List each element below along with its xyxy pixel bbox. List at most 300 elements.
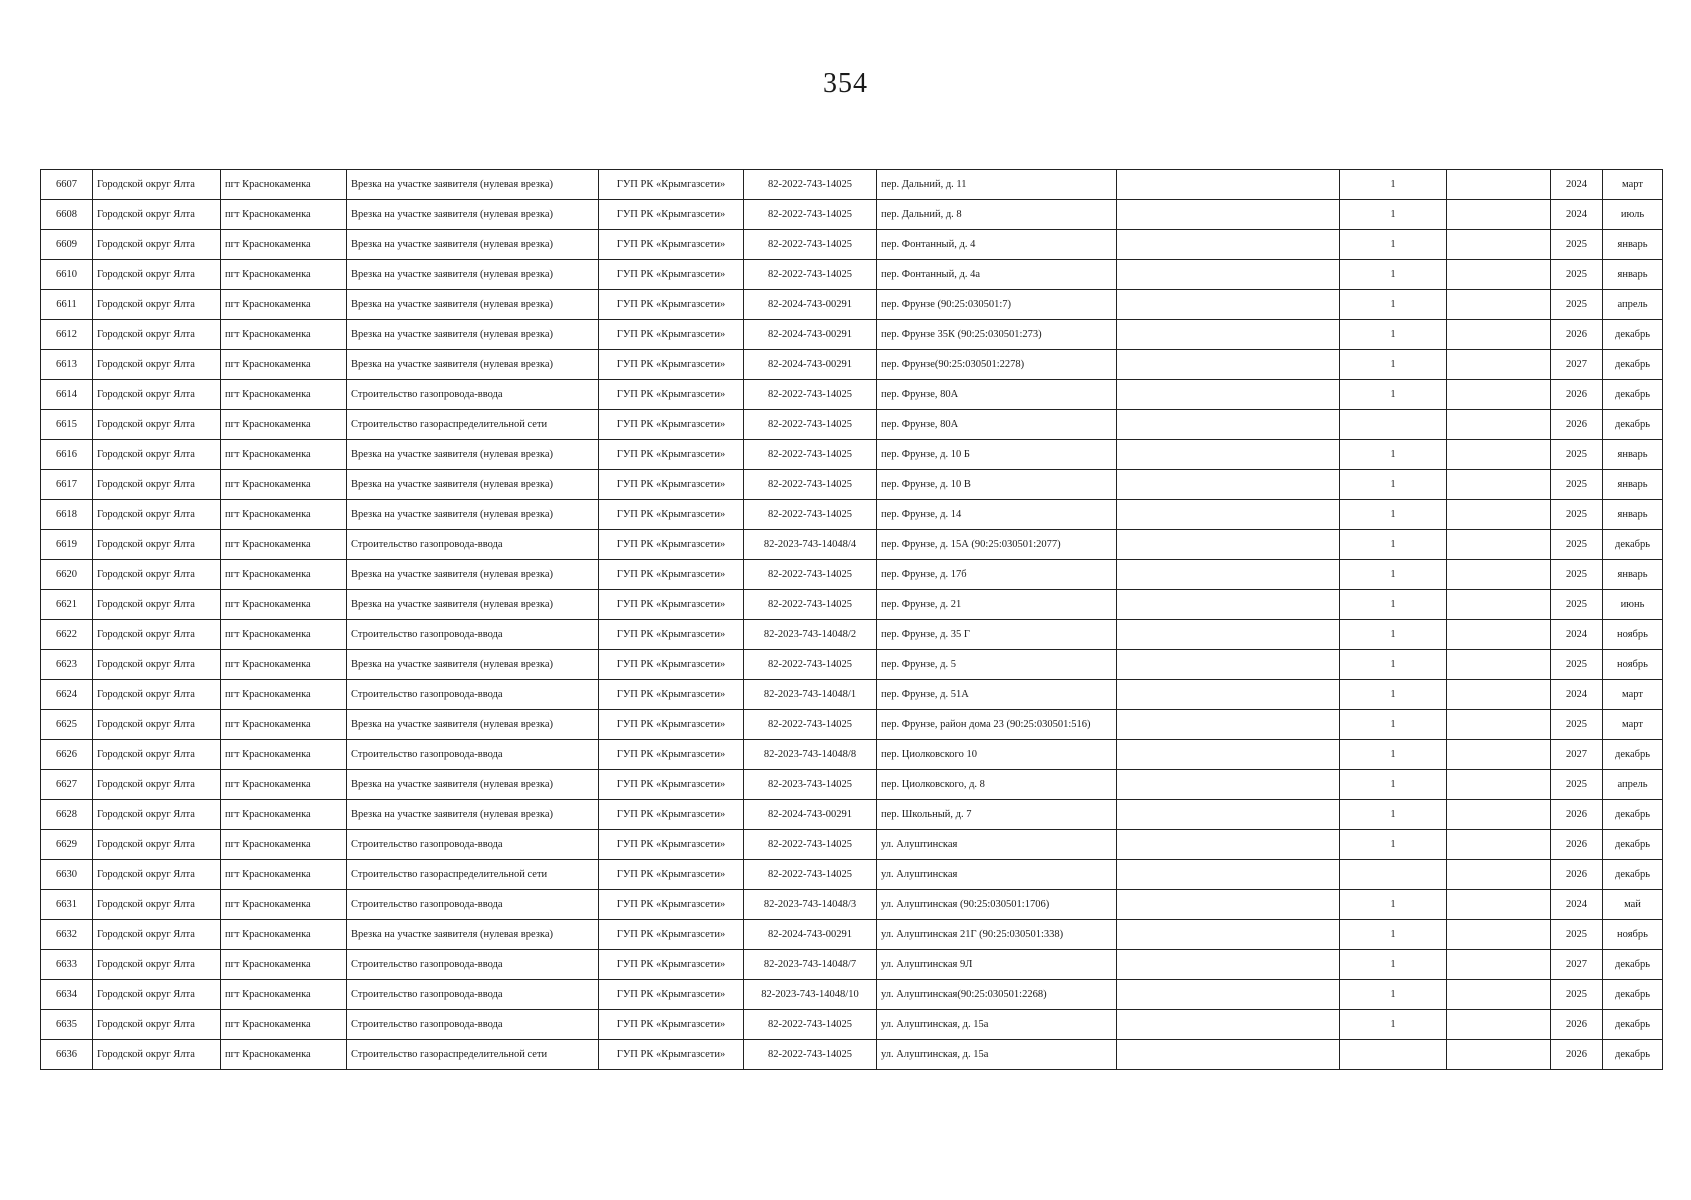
table-row — [41, 650, 1663, 680]
row-number: 6612 — [41, 320, 93, 350]
table-row — [41, 170, 1663, 200]
project-number-cell: 82-2022-743-14025 — [744, 410, 877, 440]
work-type-cell: Строительство газопровода-ввода — [347, 830, 599, 860]
month-cell: январь — [1603, 500, 1663, 530]
municipality-cell: Городской округ Ялта — [93, 650, 221, 680]
work-type-cell: Врезка на участке заявителя (нулевая врезка) — [347, 350, 599, 380]
empty-cell — [1117, 950, 1340, 980]
work-type-cell: Строительство газораспределительной сети — [347, 410, 599, 440]
project-number-cell: 82-2023-743-14048/8 — [744, 740, 877, 770]
table-row — [41, 1010, 1663, 1040]
quantity-cell: 1 — [1340, 890, 1447, 920]
empty-cell — [1447, 350, 1551, 380]
month-cell: ноябрь — [1603, 920, 1663, 950]
year-cell: 2025 — [1551, 290, 1603, 320]
row-number: 6630 — [41, 860, 93, 890]
year-cell: 2026 — [1551, 860, 1603, 890]
work-type-cell: Врезка на участке заявителя (нулевая врезка) — [347, 920, 599, 950]
month-cell: декабрь — [1603, 1040, 1663, 1070]
month-cell: январь — [1603, 560, 1663, 590]
municipality-cell: Городской округ Ялта — [93, 890, 221, 920]
project-number-cell: 82-2022-743-14025 — [744, 200, 877, 230]
quantity-cell: 1 — [1340, 530, 1447, 560]
municipality-cell: Городской округ Ялта — [93, 560, 221, 590]
quantity-cell: 1 — [1340, 830, 1447, 860]
organization-cell: ГУП РК «Крымгазсети» — [599, 860, 744, 890]
quantity-cell: 1 — [1340, 230, 1447, 260]
month-cell: декабрь — [1603, 830, 1663, 860]
row-number: 6621 — [41, 590, 93, 620]
month-cell: декабрь — [1603, 800, 1663, 830]
empty-cell — [1447, 650, 1551, 680]
organization-cell: ГУП РК «Крымгазсети» — [599, 1040, 744, 1070]
month-cell: январь — [1603, 470, 1663, 500]
organization-cell: ГУП РК «Крымгазсети» — [599, 380, 744, 410]
table-row — [41, 950, 1663, 980]
work-type-cell: Строительство газопровода-ввода — [347, 740, 599, 770]
project-number-cell: 82-2022-743-14025 — [744, 1010, 877, 1040]
address-cell: пер. Фрунзе, д. 35 Г — [877, 620, 1117, 650]
organization-cell: ГУП РК «Крымгазсети» — [599, 890, 744, 920]
organization-cell: ГУП РК «Крымгазсети» — [599, 620, 744, 650]
quantity-cell: 1 — [1340, 710, 1447, 740]
empty-cell — [1117, 530, 1340, 560]
organization-cell: ГУП РК «Крымгазсети» — [599, 830, 744, 860]
address-cell: пер. Фрунзе, д. 5 — [877, 650, 1117, 680]
organization-cell: ГУП РК «Крымгазсети» — [599, 980, 744, 1010]
address-cell: пер. Циолковского, д. 8 — [877, 770, 1117, 800]
empty-cell — [1447, 560, 1551, 590]
empty-cell — [1117, 290, 1340, 320]
address-cell: пер. Фрунзе, район дома 23 (90:25:030501:516) — [877, 710, 1117, 740]
table-row — [41, 290, 1663, 320]
row-number: 6632 — [41, 920, 93, 950]
address-cell: ул. Алуштинская — [877, 860, 1117, 890]
empty-cell — [1447, 230, 1551, 260]
project-number-cell: 82-2022-743-14025 — [744, 380, 877, 410]
empty-cell — [1117, 980, 1340, 1010]
quantity-cell: 1 — [1340, 440, 1447, 470]
row-number: 6626 — [41, 740, 93, 770]
organization-cell: ГУП РК «Крымгазсети» — [599, 590, 744, 620]
organization-cell: ГУП РК «Крымгазсети» — [599, 230, 744, 260]
row-number: 6618 — [41, 500, 93, 530]
municipality-cell: Городской округ Ялта — [93, 230, 221, 260]
project-number-cell: 82-2023-743-14048/4 — [744, 530, 877, 560]
organization-cell: ГУП РК «Крымгазсети» — [599, 410, 744, 440]
settlement-cell: пгт Краснокаменка — [221, 980, 347, 1010]
organization-cell: ГУП РК «Крымгазсети» — [599, 680, 744, 710]
organization-cell: ГУП РК «Крымгазсети» — [599, 320, 744, 350]
project-number-cell: 82-2024-743-00291 — [744, 290, 877, 320]
quantity-cell: 1 — [1340, 260, 1447, 290]
work-type-cell: Врезка на участке заявителя (нулевая врезка) — [347, 290, 599, 320]
empty-cell — [1117, 350, 1340, 380]
quantity-cell: 1 — [1340, 740, 1447, 770]
work-type-cell: Врезка на участке заявителя (нулевая врезка) — [347, 560, 599, 590]
address-cell: пер. Дальний, д. 8 — [877, 200, 1117, 230]
table-row — [41, 1040, 1663, 1070]
empty-cell — [1117, 440, 1340, 470]
year-cell: 2025 — [1551, 500, 1603, 530]
year-cell: 2024 — [1551, 680, 1603, 710]
address-cell: пер. Фрунзе, д. 14 — [877, 500, 1117, 530]
municipality-cell: Городской округ Ялта — [93, 170, 221, 200]
row-number: 6636 — [41, 1040, 93, 1070]
quantity-cell: 1 — [1340, 620, 1447, 650]
settlement-cell: пгт Краснокаменка — [221, 560, 347, 590]
empty-cell — [1117, 230, 1340, 260]
municipality-cell: Городской округ Ялта — [93, 920, 221, 950]
month-cell: апрель — [1603, 290, 1663, 320]
table-row — [41, 860, 1663, 890]
project-number-cell: 82-2022-743-14025 — [744, 860, 877, 890]
municipality-cell: Городской округ Ялта — [93, 410, 221, 440]
quantity-cell: 1 — [1340, 650, 1447, 680]
settlement-cell: пгт Краснокаменка — [221, 200, 347, 230]
table-row — [41, 920, 1663, 950]
row-number: 6609 — [41, 230, 93, 260]
project-number-cell: 82-2023-743-14048/7 — [744, 950, 877, 980]
table-row — [41, 680, 1663, 710]
empty-cell — [1447, 1040, 1551, 1070]
year-cell: 2025 — [1551, 710, 1603, 740]
municipality-cell: Городской округ Ялта — [93, 800, 221, 830]
empty-cell — [1117, 920, 1340, 950]
table-row — [41, 590, 1663, 620]
address-cell: пер. Фонтанный, д. 4а — [877, 260, 1117, 290]
settlement-cell: пгт Краснокаменка — [221, 860, 347, 890]
table-row — [41, 740, 1663, 770]
quantity-cell — [1340, 1040, 1447, 1070]
settlement-cell: пгт Краснокаменка — [221, 350, 347, 380]
empty-cell — [1447, 500, 1551, 530]
table-row — [41, 980, 1663, 1010]
table-row — [41, 350, 1663, 380]
address-cell: ул. Алуштинская(90:25:030501:2268) — [877, 980, 1117, 1010]
year-cell: 2025 — [1551, 980, 1603, 1010]
municipality-cell: Городской округ Ялта — [93, 320, 221, 350]
row-number: 6615 — [41, 410, 93, 440]
project-number-cell: 82-2023-743-14048/2 — [744, 620, 877, 650]
settlement-cell: пгт Краснокаменка — [221, 410, 347, 440]
month-cell: май — [1603, 890, 1663, 920]
year-cell: 2024 — [1551, 170, 1603, 200]
quantity-cell: 1 — [1340, 200, 1447, 230]
settlement-cell: пгт Краснокаменка — [221, 710, 347, 740]
table-row — [41, 440, 1663, 470]
organization-cell: ГУП РК «Крымгазсети» — [599, 440, 744, 470]
organization-cell: ГУП РК «Крымгазсети» — [599, 260, 744, 290]
year-cell: 2025 — [1551, 560, 1603, 590]
quantity-cell: 1 — [1340, 500, 1447, 530]
work-type-cell: Строительство газопровода-ввода — [347, 890, 599, 920]
work-type-cell: Врезка на участке заявителя (нулевая врезка) — [347, 440, 599, 470]
empty-cell — [1447, 950, 1551, 980]
quantity-cell: 1 — [1340, 680, 1447, 710]
empty-cell — [1117, 560, 1340, 590]
quantity-cell: 1 — [1340, 800, 1447, 830]
work-type-cell: Врезка на участке заявителя (нулевая врезка) — [347, 650, 599, 680]
address-cell: пер. Фрунзе 35К (90:25:030501:273) — [877, 320, 1117, 350]
year-cell: 2025 — [1551, 920, 1603, 950]
municipality-cell: Городской округ Ялта — [93, 470, 221, 500]
year-cell: 2027 — [1551, 950, 1603, 980]
organization-cell: ГУП РК «Крымгазсети» — [599, 740, 744, 770]
municipality-cell: Городской округ Ялта — [93, 680, 221, 710]
address-cell: пер. Фрунзе, д. 10 В — [877, 470, 1117, 500]
month-cell: декабрь — [1603, 320, 1663, 350]
organization-cell: ГУП РК «Крымгазсети» — [599, 950, 744, 980]
project-number-cell: 82-2022-743-14025 — [744, 830, 877, 860]
municipality-cell: Городской округ Ялта — [93, 500, 221, 530]
empty-cell — [1117, 890, 1340, 920]
table-row — [41, 500, 1663, 530]
organization-cell: ГУП РК «Крымгазсети» — [599, 470, 744, 500]
empty-cell — [1117, 1040, 1340, 1070]
quantity-cell: 1 — [1340, 290, 1447, 320]
table-row — [41, 380, 1663, 410]
project-number-cell: 82-2022-743-14025 — [744, 230, 877, 260]
empty-cell — [1117, 500, 1340, 530]
empty-cell — [1117, 860, 1340, 890]
address-cell: ул. Алуштинская, д. 15а — [877, 1040, 1117, 1070]
empty-cell — [1117, 620, 1340, 650]
settlement-cell: пгт Краснокаменка — [221, 470, 347, 500]
work-type-cell: Строительство газопровода-ввода — [347, 950, 599, 980]
project-number-cell: 82-2024-743-00291 — [744, 350, 877, 380]
empty-cell — [1447, 770, 1551, 800]
settlement-cell: пгт Краснокаменка — [221, 320, 347, 350]
table-row — [41, 230, 1663, 260]
project-number-cell: 82-2024-743-00291 — [744, 920, 877, 950]
empty-cell — [1447, 890, 1551, 920]
address-cell: пер. Фрунзе, 80А — [877, 380, 1117, 410]
address-cell: ул. Алуштинская 21Г (90:25:030501:338) — [877, 920, 1117, 950]
row-number: 6629 — [41, 830, 93, 860]
settlement-cell: пгт Краснокаменка — [221, 890, 347, 920]
settlement-cell: пгт Краснокаменка — [221, 650, 347, 680]
settlement-cell: пгт Краснокаменка — [221, 290, 347, 320]
project-number-cell: 82-2022-743-14025 — [744, 440, 877, 470]
settlement-cell: пгт Краснокаменка — [221, 950, 347, 980]
table-row — [41, 200, 1663, 230]
year-cell: 2024 — [1551, 890, 1603, 920]
municipality-cell: Городской округ Ялта — [93, 860, 221, 890]
organization-cell: ГУП РК «Крымгазсети» — [599, 350, 744, 380]
municipality-cell: Городской округ Ялта — [93, 200, 221, 230]
year-cell: 2024 — [1551, 200, 1603, 230]
work-type-cell: Строительство газопровода-ввода — [347, 680, 599, 710]
row-number: 6616 — [41, 440, 93, 470]
year-cell: 2025 — [1551, 470, 1603, 500]
year-cell: 2027 — [1551, 350, 1603, 380]
month-cell: декабрь — [1603, 350, 1663, 380]
settlement-cell: пгт Краснокаменка — [221, 680, 347, 710]
row-number: 6627 — [41, 770, 93, 800]
work-type-cell: Строительство газопровода-ввода — [347, 380, 599, 410]
municipality-cell: Городской округ Ялта — [93, 350, 221, 380]
project-number-cell: 82-2023-743-14048/3 — [744, 890, 877, 920]
month-cell: декабрь — [1603, 740, 1663, 770]
municipality-cell: Городской округ Ялта — [93, 770, 221, 800]
settlement-cell: пгт Краснокаменка — [221, 740, 347, 770]
municipality-cell: Городской округ Ялта — [93, 260, 221, 290]
empty-cell — [1447, 320, 1551, 350]
empty-cell — [1447, 740, 1551, 770]
empty-cell — [1117, 770, 1340, 800]
row-number: 6635 — [41, 1010, 93, 1040]
empty-cell — [1117, 470, 1340, 500]
quantity-cell — [1340, 860, 1447, 890]
quantity-cell: 1 — [1340, 320, 1447, 350]
project-number-cell: 82-2022-743-14025 — [744, 650, 877, 680]
empty-cell — [1117, 830, 1340, 860]
empty-cell — [1117, 800, 1340, 830]
empty-cell — [1447, 830, 1551, 860]
work-type-cell: Строительство газораспределительной сети — [347, 1040, 599, 1070]
municipality-cell: Городской округ Ялта — [93, 950, 221, 980]
month-cell: март — [1603, 680, 1663, 710]
empty-cell — [1447, 170, 1551, 200]
month-cell: июль — [1603, 200, 1663, 230]
month-cell: декабрь — [1603, 410, 1663, 440]
table-row — [41, 470, 1663, 500]
project-number-cell: 82-2022-743-14025 — [744, 170, 877, 200]
address-cell: пер. Фрунзе, 80А — [877, 410, 1117, 440]
month-cell: декабрь — [1603, 950, 1663, 980]
project-number-cell: 82-2023-743-14048/1 — [744, 680, 877, 710]
address-cell: ул. Алуштинская — [877, 830, 1117, 860]
month-cell: декабрь — [1603, 530, 1663, 560]
month-cell: март — [1603, 170, 1663, 200]
quantity-cell: 1 — [1340, 980, 1447, 1010]
organization-cell: ГУП РК «Крымгазсети» — [599, 800, 744, 830]
empty-cell — [1447, 860, 1551, 890]
year-cell: 2026 — [1551, 830, 1603, 860]
month-cell: апрель — [1603, 770, 1663, 800]
table-row — [41, 830, 1663, 860]
year-cell: 2027 — [1551, 740, 1603, 770]
table-row — [41, 800, 1663, 830]
empty-cell — [1117, 380, 1340, 410]
row-number: 6614 — [41, 380, 93, 410]
municipality-cell: Городской округ Ялта — [93, 530, 221, 560]
municipality-cell: Городской округ Ялта — [93, 740, 221, 770]
address-cell: пер. Фрунзе (90:25:030501:7) — [877, 290, 1117, 320]
organization-cell: ГУП РК «Крымгазсети» — [599, 770, 744, 800]
work-type-cell: Строительство газопровода-ввода — [347, 620, 599, 650]
row-number: 6631 — [41, 890, 93, 920]
organization-cell: ГУП РК «Крымгазсети» — [599, 710, 744, 740]
work-type-cell: Врезка на участке заявителя (нулевая врезка) — [347, 500, 599, 530]
project-number-cell: 82-2022-743-14025 — [744, 710, 877, 740]
year-cell: 2025 — [1551, 650, 1603, 680]
row-number: 6610 — [41, 260, 93, 290]
empty-cell — [1447, 530, 1551, 560]
work-type-cell: Врезка на участке заявителя (нулевая врезка) — [347, 470, 599, 500]
quantity-cell: 1 — [1340, 560, 1447, 590]
quantity-cell: 1 — [1340, 380, 1447, 410]
project-number-cell: 82-2022-743-14025 — [744, 1040, 877, 1070]
quantity-cell: 1 — [1340, 950, 1447, 980]
organization-cell: ГУП РК «Крымгазсети» — [599, 170, 744, 200]
year-cell: 2026 — [1551, 410, 1603, 440]
table-row — [41, 770, 1663, 800]
table-row — [41, 410, 1663, 440]
empty-cell — [1447, 1010, 1551, 1040]
settlement-cell: пгт Краснокаменка — [221, 620, 347, 650]
row-number: 6613 — [41, 350, 93, 380]
project-number-cell: 82-2023-743-14048/10 — [744, 980, 877, 1010]
work-type-cell: Строительство газораспределительной сети — [347, 860, 599, 890]
year-cell: 2026 — [1551, 1010, 1603, 1040]
empty-cell — [1447, 920, 1551, 950]
quantity-cell: 1 — [1340, 920, 1447, 950]
municipality-cell: Городской округ Ялта — [93, 440, 221, 470]
empty-cell — [1117, 590, 1340, 620]
settlement-cell: пгт Краснокаменка — [221, 920, 347, 950]
address-cell: пер. Фонтанный, д. 4 — [877, 230, 1117, 260]
settlement-cell: пгт Краснокаменка — [221, 500, 347, 530]
year-cell: 2026 — [1551, 1040, 1603, 1070]
row-number: 6620 — [41, 560, 93, 590]
address-cell: пер. Фрунзе, д. 15А (90:25:030501:2077) — [877, 530, 1117, 560]
empty-cell — [1117, 170, 1340, 200]
month-cell: июнь — [1603, 590, 1663, 620]
project-number-cell: 82-2022-743-14025 — [744, 590, 877, 620]
month-cell: январь — [1603, 440, 1663, 470]
empty-cell — [1447, 410, 1551, 440]
empty-cell — [1447, 590, 1551, 620]
municipality-cell: Городской округ Ялта — [93, 1040, 221, 1070]
address-cell: пер. Циолковского 10 — [877, 740, 1117, 770]
empty-cell — [1447, 290, 1551, 320]
project-number-cell: 82-2022-743-14025 — [744, 260, 877, 290]
page-number: 354 — [823, 68, 868, 99]
municipality-cell: Городской округ Ялта — [93, 710, 221, 740]
address-cell: ул. Алуштинская 9Л — [877, 950, 1117, 980]
row-number: 6619 — [41, 530, 93, 560]
empty-cell — [1447, 440, 1551, 470]
project-number-cell: 82-2024-743-00291 — [744, 320, 877, 350]
table-row — [41, 710, 1663, 740]
work-type-cell: Врезка на участке заявителя (нулевая врезка) — [347, 260, 599, 290]
work-type-cell: Врезка на участке заявителя (нулевая врезка) — [347, 710, 599, 740]
work-type-cell: Строительство газопровода-ввода — [347, 1010, 599, 1040]
organization-cell: ГУП РК «Крымгазсети» — [599, 200, 744, 230]
empty-cell — [1447, 710, 1551, 740]
month-cell: декабрь — [1603, 980, 1663, 1010]
empty-cell — [1117, 680, 1340, 710]
organization-cell: ГУП РК «Крымгазсети» — [599, 560, 744, 590]
project-number-cell: 82-2022-743-14025 — [744, 470, 877, 500]
empty-cell — [1117, 200, 1340, 230]
settlement-cell: пгт Краснокаменка — [221, 170, 347, 200]
empty-cell — [1117, 320, 1340, 350]
address-cell: пер. Дальний, д. 11 — [877, 170, 1117, 200]
table-row — [41, 260, 1663, 290]
empty-cell — [1117, 410, 1340, 440]
row-number: 6625 — [41, 710, 93, 740]
municipality-cell: Городской округ Ялта — [93, 290, 221, 320]
municipality-cell: Городской округ Ялта — [93, 590, 221, 620]
row-number: 6633 — [41, 950, 93, 980]
municipality-cell: Городской округ Ялта — [93, 830, 221, 860]
quantity-cell: 1 — [1340, 590, 1447, 620]
settlement-cell: пгт Краснокаменка — [221, 830, 347, 860]
settlement-cell: пгт Краснокаменка — [221, 800, 347, 830]
